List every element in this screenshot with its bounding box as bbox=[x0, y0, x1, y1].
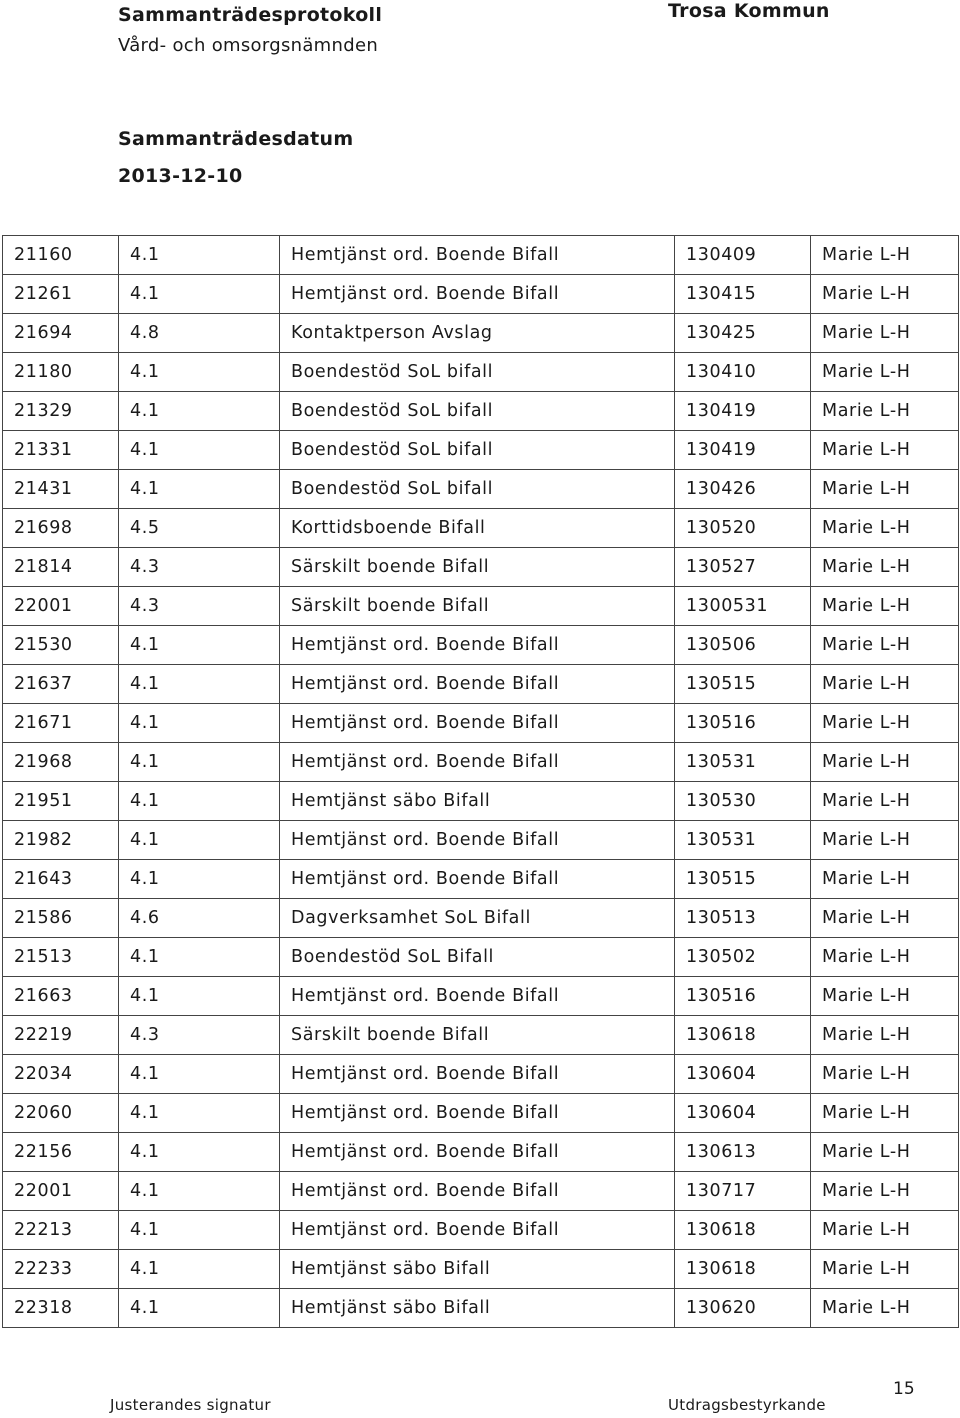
decision-cell: Boendestöd SoL Bifall bbox=[280, 938, 675, 977]
officer-cell: Marie L-H bbox=[811, 1172, 959, 1211]
case-id-cell: 21329 bbox=[3, 392, 119, 431]
section-cell: 4.1 bbox=[119, 470, 280, 509]
officer-cell: Marie L-H bbox=[811, 1133, 959, 1172]
section-cell: 4.1 bbox=[119, 743, 280, 782]
date-code-cell: 130613 bbox=[675, 1133, 811, 1172]
officer-cell: Marie L-H bbox=[811, 977, 959, 1016]
table-row bbox=[3, 548, 959, 587]
section-cell: 4.1 bbox=[119, 665, 280, 704]
date-code-cell: 130410 bbox=[675, 353, 811, 392]
officer-cell: Marie L-H bbox=[811, 587, 959, 626]
decision-cell: Hemtjänst ord. Boende Bifall bbox=[280, 275, 675, 314]
case-id-cell: 21513 bbox=[3, 938, 119, 977]
table-row bbox=[3, 743, 959, 782]
date-code-cell: 130415 bbox=[675, 275, 811, 314]
section-cell: 4.1 bbox=[119, 1172, 280, 1211]
footer-certification-label: Utdragsbestyrkande bbox=[668, 1396, 826, 1414]
meeting-date: 2013-12-10 bbox=[118, 165, 243, 187]
section-cell: 4.1 bbox=[119, 1289, 280, 1328]
decision-cell: Hemtjänst ord. Boende Bifall bbox=[280, 743, 675, 782]
table-row bbox=[3, 1289, 959, 1328]
section-cell: 4.8 bbox=[119, 314, 280, 353]
decisions-table-body bbox=[3, 236, 959, 1328]
case-id-cell: 21698 bbox=[3, 509, 119, 548]
table-row bbox=[3, 1250, 959, 1289]
case-id-cell: 22060 bbox=[3, 1094, 119, 1133]
officer-cell: Marie L-H bbox=[811, 1094, 959, 1133]
section-cell: 4.1 bbox=[119, 1094, 280, 1133]
table-row bbox=[3, 1016, 959, 1055]
case-id-cell: 21431 bbox=[3, 470, 119, 509]
page-number: 15 bbox=[893, 1379, 915, 1399]
section-cell: 4.1 bbox=[119, 392, 280, 431]
date-code-cell: 130530 bbox=[675, 782, 811, 821]
section-cell: 4.1 bbox=[119, 431, 280, 470]
case-id-cell: 22001 bbox=[3, 587, 119, 626]
officer-cell: Marie L-H bbox=[811, 665, 959, 704]
date-code-cell: 130506 bbox=[675, 626, 811, 665]
case-id-cell: 21663 bbox=[3, 977, 119, 1016]
date-code-cell: 130618 bbox=[675, 1016, 811, 1055]
case-id-cell: 21261 bbox=[3, 275, 119, 314]
section-cell: 4.3 bbox=[119, 548, 280, 587]
date-code-cell: 130618 bbox=[675, 1250, 811, 1289]
date-code-cell: 130527 bbox=[675, 548, 811, 587]
case-id-cell: 22001 bbox=[3, 1172, 119, 1211]
case-id-cell: 21694 bbox=[3, 314, 119, 353]
case-id-cell: 21331 bbox=[3, 431, 119, 470]
section-cell: 4.1 bbox=[119, 236, 280, 275]
officer-cell: Marie L-H bbox=[811, 548, 959, 587]
case-id-cell: 22318 bbox=[3, 1289, 119, 1328]
date-code-cell: 130515 bbox=[675, 860, 811, 899]
officer-cell: Marie L-H bbox=[811, 938, 959, 977]
decision-cell: Hemtjänst ord. Boende Bifall bbox=[280, 1211, 675, 1250]
date-code-cell: 1300531 bbox=[675, 587, 811, 626]
table-row bbox=[3, 704, 959, 743]
table-row bbox=[3, 860, 959, 899]
section-cell: 4.1 bbox=[119, 782, 280, 821]
officer-cell: Marie L-H bbox=[811, 782, 959, 821]
table-row bbox=[3, 275, 959, 314]
date-code-cell: 130419 bbox=[675, 431, 811, 470]
case-id-cell: 21968 bbox=[3, 743, 119, 782]
table-row bbox=[3, 1094, 959, 1133]
date-label: Sammanträdesdatum bbox=[118, 128, 354, 150]
table-row bbox=[3, 1172, 959, 1211]
section-cell: 4.6 bbox=[119, 899, 280, 938]
case-id-cell: 21982 bbox=[3, 821, 119, 860]
section-cell: 4.1 bbox=[119, 353, 280, 392]
officer-cell: Marie L-H bbox=[811, 860, 959, 899]
date-code-cell: 130425 bbox=[675, 314, 811, 353]
table-row bbox=[3, 587, 959, 626]
table-row bbox=[3, 977, 959, 1016]
table-row bbox=[3, 314, 959, 353]
section-cell: 4.1 bbox=[119, 275, 280, 314]
case-id-cell: 21160 bbox=[3, 236, 119, 275]
officer-cell: Marie L-H bbox=[811, 1055, 959, 1094]
table-row bbox=[3, 665, 959, 704]
section-cell: 4.1 bbox=[119, 1211, 280, 1250]
officer-cell: Marie L-H bbox=[811, 821, 959, 860]
section-cell: 4.1 bbox=[119, 977, 280, 1016]
officer-cell: Marie L-H bbox=[811, 431, 959, 470]
date-code-cell: 130604 bbox=[675, 1094, 811, 1133]
table-row bbox=[3, 1211, 959, 1250]
section-cell: 4.1 bbox=[119, 1250, 280, 1289]
case-id-cell: 22219 bbox=[3, 1016, 119, 1055]
section-cell: 4.1 bbox=[119, 1133, 280, 1172]
section-cell: 4.5 bbox=[119, 509, 280, 548]
case-id-cell: 21586 bbox=[3, 899, 119, 938]
decision-cell: Boendestöd SoL bifall bbox=[280, 353, 675, 392]
case-id-cell: 21180 bbox=[3, 353, 119, 392]
table-row bbox=[3, 236, 959, 275]
committee-name: Vård- och omsorgsnämnden bbox=[118, 35, 379, 56]
date-code-cell: 130620 bbox=[675, 1289, 811, 1328]
case-id-cell: 21951 bbox=[3, 782, 119, 821]
decision-cell: Boendestöd SoL bifall bbox=[280, 431, 675, 470]
officer-cell: Marie L-H bbox=[811, 314, 959, 353]
decision-cell: Hemtjänst ord. Boende Bifall bbox=[280, 821, 675, 860]
table-row bbox=[3, 1133, 959, 1172]
case-id-cell: 22156 bbox=[3, 1133, 119, 1172]
date-code-cell: 130409 bbox=[675, 236, 811, 275]
decision-cell: Särskilt boende Bifall bbox=[280, 548, 675, 587]
date-code-cell: 130419 bbox=[675, 392, 811, 431]
date-code-cell: 130531 bbox=[675, 743, 811, 782]
decision-cell: Korttidsboende Bifall bbox=[280, 509, 675, 548]
date-code-cell: 130717 bbox=[675, 1172, 811, 1211]
case-id-cell: 21530 bbox=[3, 626, 119, 665]
table-row bbox=[3, 626, 959, 665]
officer-cell: Marie L-H bbox=[811, 509, 959, 548]
case-id-cell: 21637 bbox=[3, 665, 119, 704]
case-id-cell: 22233 bbox=[3, 1250, 119, 1289]
date-code-cell: 130520 bbox=[675, 509, 811, 548]
date-code-cell: 130531 bbox=[675, 821, 811, 860]
decision-cell: Boendestöd SoL bifall bbox=[280, 392, 675, 431]
table-row bbox=[3, 470, 959, 509]
section-cell: 4.1 bbox=[119, 626, 280, 665]
date-code-cell: 130516 bbox=[675, 977, 811, 1016]
date-code-cell: 130604 bbox=[675, 1055, 811, 1094]
table-row bbox=[3, 782, 959, 821]
table-row bbox=[3, 821, 959, 860]
date-code-cell: 130618 bbox=[675, 1211, 811, 1250]
table-row bbox=[3, 509, 959, 548]
case-id-cell: 22213 bbox=[3, 1211, 119, 1250]
officer-cell: Marie L-H bbox=[811, 275, 959, 314]
officer-cell: Marie L-H bbox=[811, 353, 959, 392]
table-row bbox=[3, 938, 959, 977]
document-title: Sammanträdesprotokoll bbox=[118, 4, 383, 26]
footer-signature-label: Justerandes signatur bbox=[110, 1396, 271, 1414]
decision-cell: Särskilt boende Bifall bbox=[280, 1016, 675, 1055]
decision-cell: Hemtjänst säbo Bifall bbox=[280, 1289, 675, 1328]
decision-cell: Hemtjänst säbo Bifall bbox=[280, 782, 675, 821]
section-cell: 4.1 bbox=[119, 860, 280, 899]
case-id-cell: 21814 bbox=[3, 548, 119, 587]
officer-cell: Marie L-H bbox=[811, 1016, 959, 1055]
decision-cell: Hemtjänst ord. Boende Bifall bbox=[280, 1055, 675, 1094]
officer-cell: Marie L-H bbox=[811, 704, 959, 743]
section-cell: 4.1 bbox=[119, 821, 280, 860]
officer-cell: Marie L-H bbox=[811, 899, 959, 938]
officer-cell: Marie L-H bbox=[811, 743, 959, 782]
table-row bbox=[3, 392, 959, 431]
officer-cell: Marie L-H bbox=[811, 392, 959, 431]
case-id-cell: 21643 bbox=[3, 860, 119, 899]
decision-cell: Hemtjänst ord. Boende Bifall bbox=[280, 236, 675, 275]
date-code-cell: 130513 bbox=[675, 899, 811, 938]
officer-cell: Marie L-H bbox=[811, 626, 959, 665]
date-code-cell: 130502 bbox=[675, 938, 811, 977]
decision-cell: Hemtjänst säbo Bifall bbox=[280, 1250, 675, 1289]
officer-cell: Marie L-H bbox=[811, 470, 959, 509]
section-cell: 4.3 bbox=[119, 587, 280, 626]
decision-cell: Hemtjänst ord. Boende Bifall bbox=[280, 1172, 675, 1211]
section-cell: 4.1 bbox=[119, 1055, 280, 1094]
decision-cell: Hemtjänst ord. Boende Bifall bbox=[280, 1094, 675, 1133]
date-code-cell: 130426 bbox=[675, 470, 811, 509]
section-cell: 4.3 bbox=[119, 1016, 280, 1055]
officer-cell: Marie L-H bbox=[811, 236, 959, 275]
table-row bbox=[3, 431, 959, 470]
decision-cell: Hemtjänst ord. Boende Bifall bbox=[280, 704, 675, 743]
decision-cell: Särskilt boende Bifall bbox=[280, 587, 675, 626]
decision-cell: Kontaktperson Avslag bbox=[280, 314, 675, 353]
table-row bbox=[3, 1055, 959, 1094]
decision-cell: Hemtjänst ord. Boende Bifall bbox=[280, 1133, 675, 1172]
municipality-name: Trosa Kommun bbox=[668, 0, 830, 22]
decision-cell: Hemtjänst ord. Boende Bifall bbox=[280, 626, 675, 665]
decision-cell: Boendestöd SoL bifall bbox=[280, 470, 675, 509]
officer-cell: Marie L-H bbox=[811, 1289, 959, 1328]
decision-cell: Hemtjänst ord. Boende Bifall bbox=[280, 860, 675, 899]
date-code-cell: 130516 bbox=[675, 704, 811, 743]
section-cell: 4.1 bbox=[119, 704, 280, 743]
date-code-cell: 130515 bbox=[675, 665, 811, 704]
table-row bbox=[3, 899, 959, 938]
decision-cell: Hemtjänst ord. Boende Bifall bbox=[280, 665, 675, 704]
section-cell: 4.1 bbox=[119, 938, 280, 977]
decision-cell: Hemtjänst ord. Boende Bifall bbox=[280, 977, 675, 1016]
case-id-cell: 22034 bbox=[3, 1055, 119, 1094]
decision-cell: Dagverksamhet SoL Bifall bbox=[280, 899, 675, 938]
decisions-table bbox=[2, 235, 959, 1328]
officer-cell: Marie L-H bbox=[811, 1250, 959, 1289]
table-row bbox=[3, 353, 959, 392]
case-id-cell: 21671 bbox=[3, 704, 119, 743]
officer-cell: Marie L-H bbox=[811, 1211, 959, 1250]
